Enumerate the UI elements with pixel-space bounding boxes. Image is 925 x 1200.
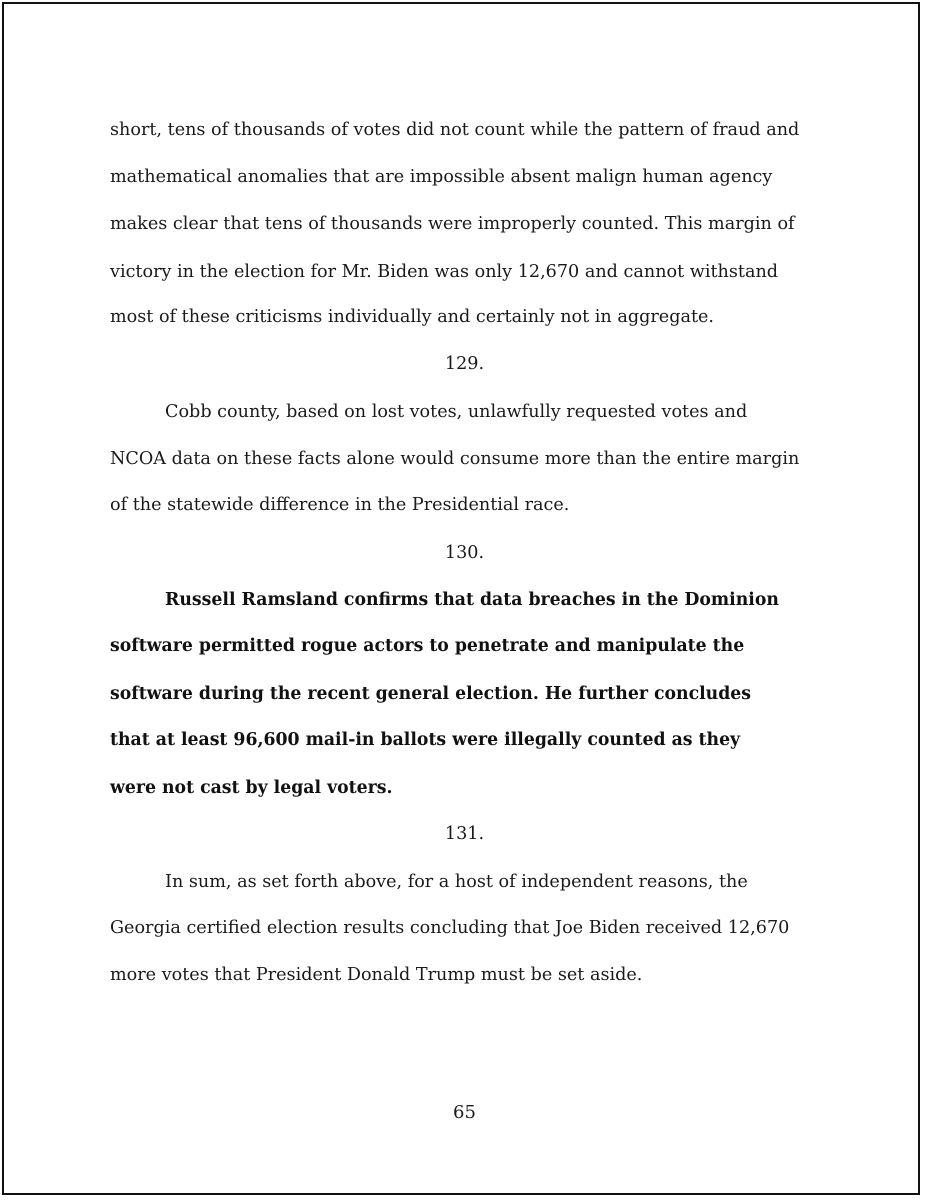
paragraph-number: 131.: [444, 824, 485, 844]
paragraph-number: 130.: [444, 543, 485, 563]
body-text-line: most of these criticisms individually and certainly not in aggregate.: [110, 307, 715, 327]
body-text-line: makes clear that tens of thousands were improperly counted. This margin of: [110, 214, 795, 234]
body-text-line: NCOA data on these facts alone would consume more than the entire margin: [110, 449, 800, 469]
body-text-line: Cobb county, based on lost votes, unlawfully requested votes and: [165, 402, 748, 422]
bold-text-line: software permitted rogue actors to penetrate and manipulate the: [110, 636, 745, 656]
body-text-line: mathematical anomalies that are impossible absent malign human agency: [110, 167, 773, 187]
bold-text-line: were not cast by legal voters.: [110, 778, 393, 798]
body-text-line: of the statewide difference in the Presidential race.: [110, 495, 570, 515]
bold-text-line: software during the recent general election. He further concludes: [110, 684, 752, 704]
body-text-line: more votes that President Donald Trump must be set aside.: [110, 965, 643, 985]
body-text-line: short, tens of thousands of votes did not count while the pattern of fraud and: [110, 120, 800, 140]
body-text-line: Georgia certified election results concluding that Joe Biden received 12,670: [110, 918, 790, 938]
paragraph-number: 129.: [444, 354, 485, 374]
bold-text-line: Russell Ramsland confirms that data breaches in the Dominion: [165, 590, 779, 610]
document-page: [2, 2, 920, 1195]
page-number: 65: [453, 1102, 476, 1123]
body-text-line: In sum, as set forth above, for a host of independent reasons, the: [165, 872, 748, 892]
body-text-line: victory in the election for Mr. Biden was only 12,670 and cannot withstand: [110, 262, 779, 282]
bold-text-line: that at least 96,600 mail-in ballots were illegally counted as they: [110, 730, 741, 750]
